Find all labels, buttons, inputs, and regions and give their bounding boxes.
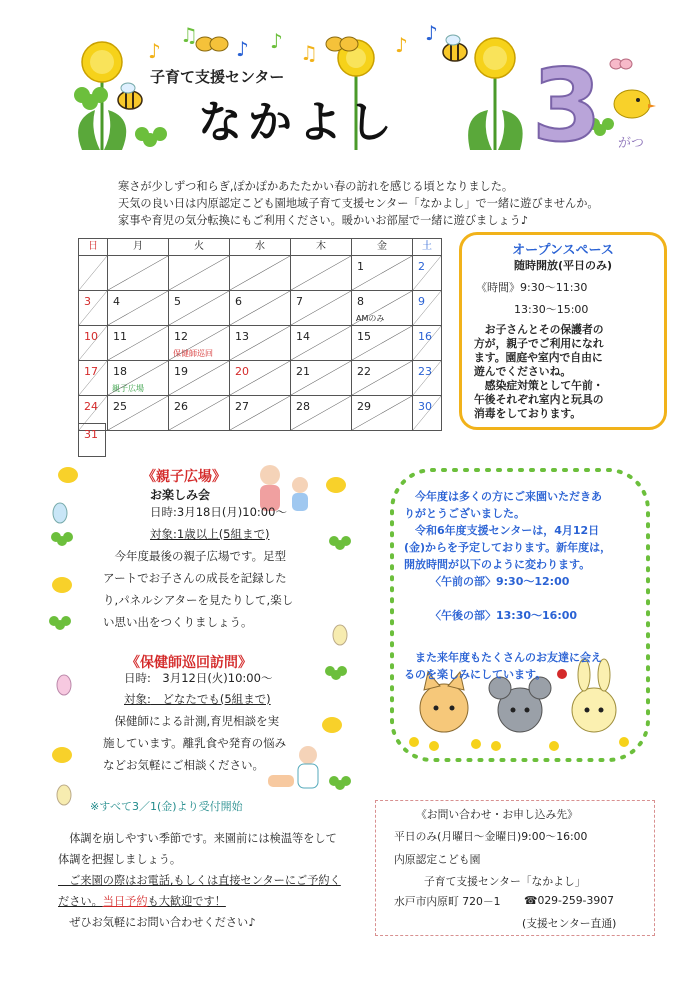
flower-row-icon — [409, 737, 629, 751]
calendar-week-row — [79, 361, 442, 396]
svg-text:♫: ♫ — [300, 41, 318, 65]
intro-line: 天気の良い日は内原認定こども園地域子育て支援センター「なかよし」で一緒に遊びませんか。 — [118, 197, 599, 210]
day-number: 25 — [113, 400, 127, 413]
calendar-cell — [169, 291, 230, 326]
open-space-line: ます。園庭や室内で自由に — [474, 351, 603, 364]
day-number: 15 — [357, 330, 371, 343]
cell-slash-line — [169, 326, 229, 360]
hoken-title: 《保健師巡回訪問》 — [126, 655, 252, 671]
svg-text:♪: ♪ — [236, 37, 249, 61]
oyako-line: 今年度最後の親子広場です。足型 — [103, 549, 287, 563]
calendar-cell — [413, 256, 442, 291]
cell-slash-line — [352, 291, 412, 325]
butterfly-icon — [610, 59, 632, 69]
cell-slash-line — [352, 326, 412, 360]
open-space-line: お子さんとその保護者の — [474, 323, 604, 336]
open-space-line: 午後それぞれ室内と玩具の — [474, 393, 604, 406]
calendar-cell — [291, 396, 352, 431]
day-number: 30 — [418, 400, 432, 413]
calendar-cell — [108, 326, 169, 361]
notice-line — [404, 590, 644, 607]
cell-slash-line — [169, 256, 229, 290]
calendar-cell — [352, 291, 413, 326]
cell-slash-line — [291, 361, 351, 395]
day-number: 19 — [174, 365, 188, 378]
calendar-cell — [230, 361, 291, 396]
oyako-date: 日時:3月18日(月)10:00～ — [150, 505, 287, 519]
open-space-line: 消毒をしております。 — [474, 407, 582, 420]
intro-line: 家事や育児の気分転換にもご利用ください。暖かいお部屋で一緒に遊びましょう♪ — [118, 214, 528, 227]
info-line: ぜひお気軽にお問い合わせください♪ — [58, 916, 256, 929]
open-space-body — [474, 323, 658, 421]
cell-slash-line — [108, 291, 168, 325]
butterfly-icon — [326, 37, 358, 51]
notice-text — [404, 488, 644, 683]
bee-icon — [118, 83, 142, 109]
day-number: 21 — [296, 365, 310, 378]
day-number: 3 — [84, 295, 91, 308]
cell-slash-line — [230, 396, 290, 430]
day-number: 11 — [113, 330, 127, 343]
open-space-line: 遊んでくださいね。 — [474, 365, 572, 378]
intro-line: 寒さが少しずつ和らぎ,ぽかぽかあたたかい春の訪れを感じる頃となりました。 — [118, 180, 514, 193]
svg-text:♪: ♪ — [270, 29, 283, 53]
mouse-icon — [489, 677, 551, 732]
notice-line — [404, 641, 644, 649]
cell-slash-line — [352, 361, 412, 395]
contact-address: 水戸市内原町 720－1 — [394, 895, 501, 908]
open-space-line: 感染症対策として午前・ — [474, 379, 604, 392]
calendar-cell — [352, 326, 413, 361]
hoken-target-row — [124, 688, 271, 710]
info-line: 体調を崩しやすい季節です。来園前には検温等をして — [58, 832, 337, 845]
calendar-event-note: AMのみ — [356, 314, 385, 323]
cell-slash-line — [413, 326, 441, 360]
bee-icon — [443, 35, 467, 61]
open-space-line: 方が，親子でご利用になれ — [474, 337, 604, 350]
butterfly-icon — [196, 37, 228, 51]
weekday-sun: 日 — [79, 239, 108, 256]
calendar-cell — [79, 326, 108, 361]
calendar-cell — [169, 361, 230, 396]
hoken-line: などお気軽にご相談ください。 — [103, 758, 264, 772]
calendar-cell — [78, 423, 106, 457]
svg-text:♪: ♪ — [425, 21, 438, 45]
day-number: 28 — [296, 400, 310, 413]
day-number: 17 — [84, 365, 98, 378]
dandelion-icon — [468, 38, 523, 150]
cell-slash-line — [79, 361, 107, 395]
hoken-line: 施しています。離乳食や発育の悩み — [103, 736, 287, 750]
hoken-body — [103, 710, 286, 776]
cell-slash-line — [108, 256, 168, 290]
weekday-sat: 土 — [413, 239, 442, 256]
day-number: 12 — [174, 330, 188, 343]
weekday-thu: 木 — [291, 239, 352, 256]
calendar-event-note: 保健師巡回 — [173, 349, 213, 358]
cell-slash-line — [169, 291, 229, 325]
notice-line — [404, 624, 644, 641]
same-day-reservation: 当日予約 — [102, 895, 148, 908]
day-number: 7 — [296, 295, 303, 308]
oyako-body — [103, 545, 293, 633]
calendar-header-row — [79, 239, 442, 256]
calendar-cell — [291, 256, 352, 291]
day-number: 9 — [418, 295, 425, 308]
cell-slash-line — [169, 396, 229, 430]
open-space-time-2: 13:30～15:00 — [514, 303, 589, 316]
cell-slash-line — [108, 396, 168, 430]
cell-slash-line — [108, 326, 168, 360]
notice-line: 今年度は多くの方にご来園いただきあ — [404, 490, 602, 503]
day-number: 8 — [357, 295, 364, 308]
calendar-cell — [291, 361, 352, 396]
notice-line: また来年度もたくさんのお友達に会え — [404, 651, 602, 664]
calendar-cell — [413, 361, 442, 396]
day-number: 6 — [235, 295, 242, 308]
day-number: 13 — [235, 330, 249, 343]
center-name: 子育て支援センター — [150, 68, 285, 86]
notice-line: 〈午前の部〉9:30～12:00 — [430, 575, 570, 588]
calendar-cell — [413, 326, 442, 361]
cell-slash-line — [169, 361, 229, 395]
weekday-fri: 金 — [352, 239, 413, 256]
oyako-line: アートでお子さんの成長を記録した — [103, 571, 287, 585]
day-number: 4 — [113, 295, 120, 308]
calendar-cell — [230, 291, 291, 326]
notice-line: 令和6年度支援センターは，4月12日 — [404, 524, 600, 537]
weekday-wed: 水 — [230, 239, 291, 256]
calendar-cell — [169, 396, 230, 431]
cell-slash-line — [230, 256, 290, 290]
month-number: 3 — [532, 47, 602, 164]
day-number: 29 — [357, 400, 371, 413]
day-number: 24 — [84, 400, 98, 413]
info-line: ご来園の際はお電話,もしくは直接センターにご予約く — [58, 874, 341, 887]
calendar-event-note: 親子広場 — [112, 384, 144, 393]
notice-line: りがとうございました。 — [404, 507, 525, 520]
contact-phone: ☎029-259-3907 — [524, 894, 614, 907]
calendar-cell — [413, 291, 442, 326]
contact-center: 子育て支援センター「なかよし」 — [424, 875, 586, 888]
calendar-table — [78, 238, 442, 431]
oyako-title: 《親子広場》 — [142, 469, 226, 485]
calendar-week-row — [79, 291, 442, 326]
calendar-cell — [230, 326, 291, 361]
notice-line: (金)からを予定しております。新年度は， — [404, 541, 612, 554]
music-note-icon — [148, 21, 438, 65]
hoken-target-label: 対象: — [124, 692, 151, 706]
oyako-line: り,パネルシアターを見たりして,楽し — [103, 593, 294, 607]
intro-text — [118, 178, 678, 229]
calendar-cell — [108, 256, 169, 291]
calendar-cell — [352, 396, 413, 431]
day-number: 10 — [84, 330, 98, 343]
cell-slash-line — [79, 256, 107, 290]
calendar-cell — [79, 291, 108, 326]
day-number: 1 — [357, 260, 364, 273]
calendar-cell — [169, 256, 230, 291]
calendar-cell — [79, 361, 108, 396]
calendar-cell — [108, 291, 169, 326]
weekday-mon: 月 — [108, 239, 169, 256]
notice-line: るのを楽しみにしています。 — [404, 668, 547, 681]
contact-org: 内原認定こども園 — [394, 853, 481, 866]
cell-slash-line — [413, 396, 441, 430]
oyako-subtitle: お楽しみ会 — [150, 488, 211, 502]
cell-slash-line — [291, 291, 351, 325]
calendar-cell — [291, 326, 352, 361]
day-number: 26 — [174, 400, 188, 413]
calendar-cell — [230, 256, 291, 291]
calendar-week-row — [79, 326, 442, 361]
calendar-cell — [108, 396, 169, 431]
info-line: 体調を把握しましょう。 — [58, 853, 182, 866]
open-space-title: オープンスペース — [512, 243, 614, 258]
open-space-box — [459, 232, 667, 430]
calendar-cell — [230, 396, 291, 431]
contact-hours: 平日のみ(月曜日～金曜日)9:00～16:00 — [394, 830, 588, 843]
day-number: 27 — [235, 400, 249, 413]
cell-slash-line — [413, 256, 441, 290]
calendar-cell — [169, 326, 230, 361]
cell-slash-line — [352, 396, 412, 430]
chick-icon — [614, 90, 656, 118]
cell-slash-line — [79, 291, 107, 325]
cell-slash-line — [230, 291, 290, 325]
calendar-week-row — [79, 256, 442, 291]
cell-slash-line — [230, 326, 290, 360]
svg-text:♫: ♫ — [180, 23, 198, 47]
reception-note: ※すべて3／1(金)より受付開始 — [90, 800, 243, 813]
calendar-week-row — [79, 396, 442, 431]
day-number: 16 — [418, 330, 432, 343]
contact-box — [375, 800, 655, 936]
day-number: 2 — [418, 260, 425, 273]
cell-slash-line — [413, 361, 441, 395]
svg-text:♪: ♪ — [148, 39, 161, 63]
calendar-cell — [413, 396, 442, 431]
cell-slash-line — [413, 291, 441, 325]
day-number: 23 — [418, 365, 432, 378]
info-line: も大歓迎です！ — [147, 895, 226, 908]
cell-slash-line — [291, 396, 351, 430]
open-space-time: 《時間》9:30～11:30 — [476, 281, 588, 294]
oyako-target: 対象:1歳以上(5組まで) — [150, 527, 270, 541]
hoken-date: 日時: 3月12日(火)10:00～ — [124, 671, 273, 685]
cell-slash-line — [108, 361, 168, 395]
contact-title: 《お問い合わせ・お申し込み先》 — [416, 808, 578, 821]
calendar-cell — [291, 291, 352, 326]
cell-slash-line — [291, 256, 351, 290]
day-number: 5 — [174, 295, 181, 308]
calendar-cell — [352, 256, 413, 291]
notice-line: 〈午後の部〉13:30～16:00 — [430, 609, 578, 622]
day-number: 31 — [84, 428, 98, 441]
day-number: 14 — [296, 330, 310, 343]
month-suffix: がつ — [618, 136, 645, 151]
day-number: 22 — [357, 365, 371, 378]
weekday-tue: 火 — [169, 239, 230, 256]
oyako-line: い思い出をつくりましょう。 — [103, 615, 253, 629]
brand-title: なかよし — [198, 97, 398, 148]
calendar-cell — [108, 361, 169, 396]
cell-slash-line — [230, 361, 290, 395]
day-number: 18 — [113, 365, 127, 378]
info-text — [58, 828, 341, 933]
calendar-cell — [79, 256, 108, 291]
svg-text:♪: ♪ — [395, 33, 408, 57]
info-line: ださい。 — [58, 895, 103, 908]
open-space-subtitle: 随時開放(平日のみ) — [513, 259, 613, 272]
notice-line: 開放時間が以下のように変わります。 — [404, 558, 591, 571]
hoken-line: 保健師による計測,育児相談を実 — [103, 714, 280, 728]
cell-slash-line — [291, 326, 351, 360]
cell-slash-line — [352, 256, 412, 290]
contact-direct: (支援センター直通) — [522, 917, 617, 930]
hoken-target-value: どなたでも(5組まで) — [150, 692, 271, 706]
day-number: 20 — [235, 365, 249, 378]
calendar-cell — [352, 361, 413, 396]
cell-slash-line — [79, 326, 107, 360]
